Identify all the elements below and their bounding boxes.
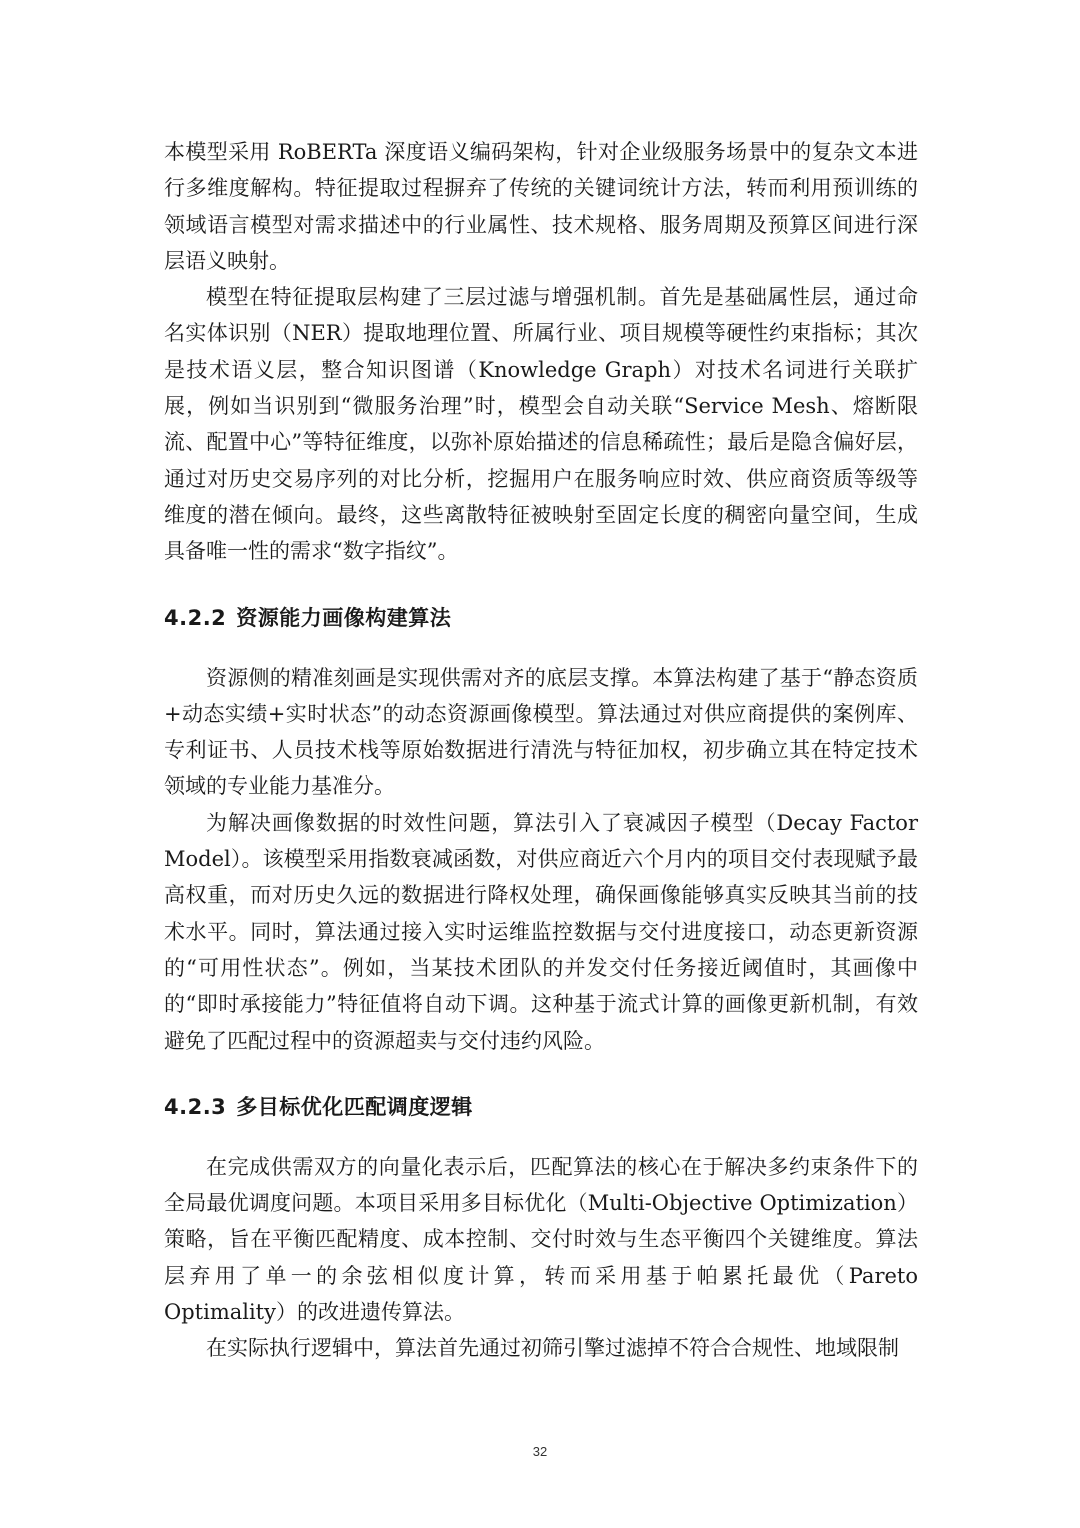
paragraph-execution-logic: 在实际执行逻辑中，算法首先通过初筛引擎过滤掉不符合合规性、地域限制: [206, 1336, 899, 1361]
section-title: 资源能力画像构建算法: [236, 605, 452, 630]
page-body: [164, 134, 918, 1367]
section-number: 4.2.2: [164, 605, 227, 630]
section-title: 多目标优化匹配调度逻辑: [236, 1094, 473, 1119]
section-heading-4-2-3: [164, 1089, 918, 1125]
paragraph-multi-objective: 在完成供需双方的向量化表示后，匹配算法的核心在于解决多约束条件下的全局最优调度问题。本项目采用多目标优化（Multi-Objective Optimization）策略，旨在平衡匹配精度、成本控制、交付时效与生态平衡四个关键维度。算法层弃用了单一的余弦相似度计算，转而采用基于帕累托最优（Pareto Optimality）的改进遗传算法。: [164, 1154, 918, 1325]
page-number: 32: [532, 1444, 548, 1459]
paragraph-roberta-intro: 本模型采用 RoBERTa 深度语义编码架构，针对企业级服务场景中的复杂文本进行多维度解构。特征提取过程摒弃了传统的关键词统计方法，转而利用预训练的领域语言模型对需求描述中的行业属性、技术规格、服务周期及预算区间进行深层语义映射。: [164, 140, 918, 273]
section-number: 4.2.3: [164, 1094, 227, 1119]
section-heading-4-2-2: [164, 600, 918, 636]
paragraph-resource-profile: 资源侧的精准刻画是实现供需对齐的底层支撑。本算法构建了基于“静态资质+动态实绩+实时状态”的动态资源画像模型。算法通过对供应商提供的案例库、专利证书、人员技术栈等原始数据进行清洗与特征加权，初步确立其在特定技术领域的专业能力基准分。: [164, 665, 918, 799]
paragraph-feature-layers: 模型在特征提取层构建了三层过滤与增强机制。首先是基础属性层，通过命名实体识别（NER）提取地理位置、所属行业、项目规模等硬性约束指标；其次是技术语义层，整合知识图谱（Knowledge Graph）对技术名词进行关联扩展，例如当识别到“微服务治理”时，模型会自动关联“Service Mesh、熔断限流、配置中心”等特征维度，以弥补原始描述的信息稀疏性；最后是隐含偏好层，通过对历史交易序列的对比分析，挖掘用户在服务响应时效、供应商资质等级等维度的潜在倾向。最终，这些离散特征被映射至固定长度的稠密向量空间，生成具备唯一性的需求“数字指纹”。: [164, 285, 918, 564]
paragraph-decay-factor: 为解决画像数据的时效性问题，算法引入了衰减因子模型（Decay Factor Model）。该模型采用指数衰减函数，对供应商近六个月内的项目交付表现赋予最高权重，而对历史久远的数据进行降权处理，确保画像能够真实反映其当前的技术水平。同时，算法通过接入实时运维监控数据与交付进度接口，动态更新资源的“可用性状态”。例如，当某技术团队的并发交付任务接近阈值时，其画像中的“即时承接能力”特征值将自动下调。这种基于流式计算的画像更新机制，有效避免了匹配过程中的资源超卖与交付违约风险。: [164, 810, 918, 1053]
